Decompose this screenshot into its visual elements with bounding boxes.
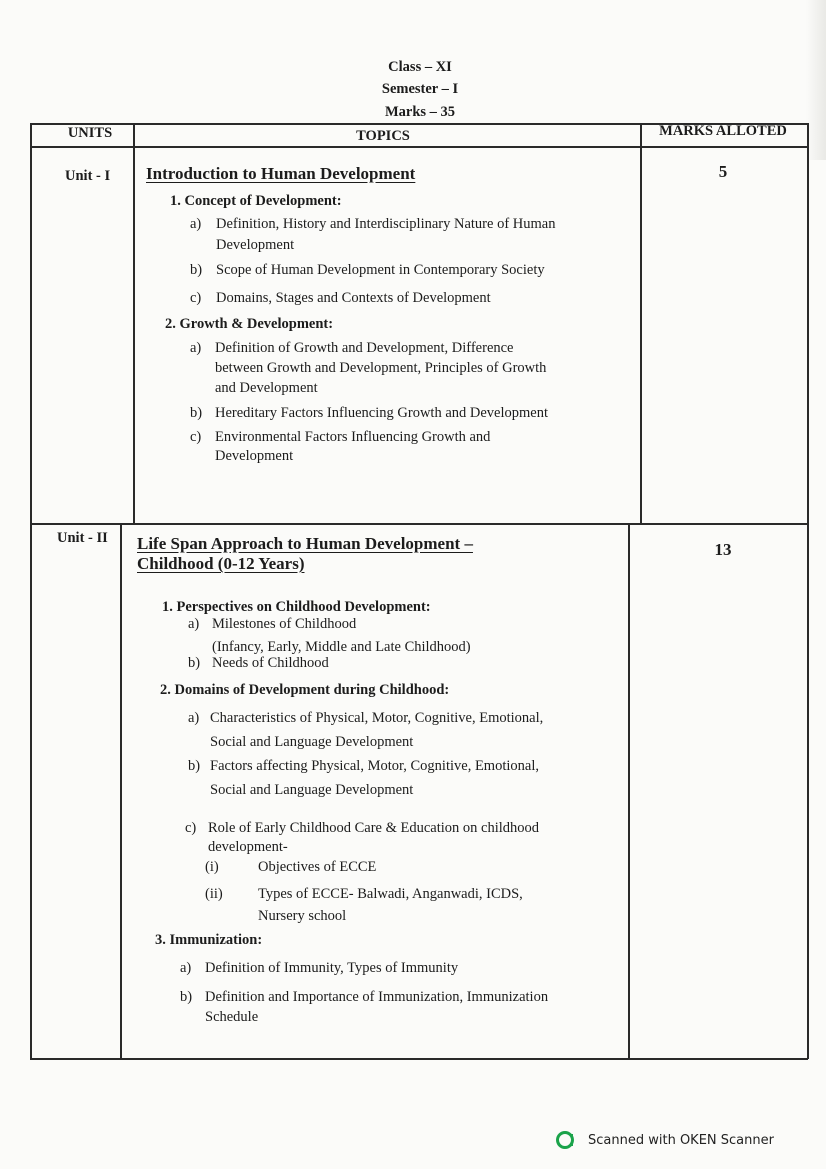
item-marker: a) bbox=[180, 960, 192, 976]
list-item: Environmental Factors Influencing Growth and bbox=[215, 429, 491, 445]
header-bottom-border bbox=[30, 146, 808, 148]
list-item: Definition of Growth and Development, Difference bbox=[215, 340, 514, 356]
unit-label: Unit - II bbox=[57, 530, 108, 546]
list-item: development- bbox=[208, 839, 288, 855]
right-border bbox=[807, 123, 809, 1059]
item-marker: a) bbox=[188, 710, 200, 726]
item-marker: (i) bbox=[205, 859, 219, 875]
list-item: Definition of Immunity, Types of Immunity bbox=[205, 960, 459, 976]
list-item: Hereditary Factors Influencing Growth and Development bbox=[215, 405, 548, 421]
item-marker: c) bbox=[190, 429, 202, 445]
unit-label: Unit - I bbox=[65, 168, 111, 184]
column-header-marks: MARKS ALLOTED bbox=[659, 123, 787, 139]
list-item: Factors affecting Physical, Motor, Cognitive, Emotional, bbox=[210, 758, 539, 774]
list-item: and Development bbox=[215, 380, 318, 396]
list-item: Characteristics of Physical, Motor, Cognitive, Emotional, bbox=[210, 710, 544, 726]
list-item: between Growth and Development, Principles of Growth bbox=[215, 360, 547, 376]
semester-heading: Semester – I bbox=[381, 81, 459, 97]
row-divider bbox=[30, 523, 808, 525]
list-item: Domains, Stages and Contexts of Development bbox=[216, 290, 491, 306]
units-divider bbox=[133, 123, 135, 523]
section-heading: 3. Immunization: bbox=[155, 932, 263, 948]
marks-heading: Marks – 35 bbox=[384, 104, 456, 120]
item-marker: a) bbox=[188, 616, 200, 632]
column-header-units: UNITS bbox=[67, 125, 113, 141]
list-item: Development bbox=[215, 448, 294, 464]
column-header-topics: TOPICS bbox=[356, 128, 410, 144]
section-heading: 2. Growth & Development: bbox=[165, 316, 334, 332]
item-marker: a) bbox=[190, 216, 202, 232]
unit-marks: 5 bbox=[718, 162, 728, 181]
item-marker: b) bbox=[180, 989, 193, 1005]
watermark-text: Scanned with OKEN Scanner bbox=[588, 1132, 774, 1148]
item-marker: b) bbox=[190, 262, 203, 278]
list-item: Objectives of ECCE bbox=[258, 859, 377, 875]
class-heading: Class – XI bbox=[388, 59, 452, 75]
left-border bbox=[30, 123, 32, 1059]
list-item: Scope of Human Development in Contemporary Society bbox=[216, 262, 545, 278]
unit-title: Childhood (0-12 Years) bbox=[137, 554, 305, 573]
section-heading: 1. Concept of Development: bbox=[170, 193, 342, 209]
item-marker: c) bbox=[190, 290, 202, 306]
item-marker: b) bbox=[188, 655, 201, 671]
section-heading: 2. Domains of Development during Childhood: bbox=[160, 682, 450, 698]
item-marker: b) bbox=[188, 758, 201, 774]
section-heading: 1. Perspectives on Childhood Development: bbox=[162, 599, 431, 615]
item-marker: a) bbox=[190, 340, 202, 356]
list-item: Nursery school bbox=[258, 908, 347, 924]
unit-title: Introduction to Human Development bbox=[146, 164, 416, 183]
marks-divider bbox=[628, 523, 630, 1059]
table-bottom-border bbox=[30, 1058, 808, 1060]
list-item: Schedule bbox=[205, 1009, 259, 1025]
page-edge-shadow bbox=[806, 0, 826, 160]
list-item: (Infancy, Early, Middle and Late Childhood) bbox=[212, 639, 471, 655]
item-marker: b) bbox=[190, 405, 203, 421]
list-item: Social and Language Development bbox=[210, 782, 414, 798]
list-item: Milestones of Childhood bbox=[212, 616, 357, 632]
list-item: Role of Early Childhood Care & Education on childhood bbox=[208, 820, 540, 836]
item-marker: c) bbox=[185, 820, 197, 836]
unit-title: Life Span Approach to Human Development – bbox=[137, 534, 473, 553]
item-marker: (ii) bbox=[205, 886, 223, 902]
scanner-watermark bbox=[556, 1131, 774, 1149]
unit-marks: 13 bbox=[714, 540, 732, 559]
oken-logo-icon bbox=[556, 1131, 578, 1149]
list-item: Social and Language Development bbox=[210, 734, 414, 750]
list-item: Needs of Childhood bbox=[212, 655, 329, 671]
marks-divider bbox=[640, 123, 642, 523]
list-item: Definition, History and Interdisciplinary Nature of Human bbox=[216, 216, 556, 232]
units-divider bbox=[120, 523, 122, 1059]
list-item: Definition and Importance of Immunization, Immunization bbox=[205, 989, 549, 1005]
list-item: Development bbox=[216, 237, 295, 253]
list-item: Types of ECCE- Balwadi, Anganwadi, ICDS, bbox=[258, 886, 523, 902]
